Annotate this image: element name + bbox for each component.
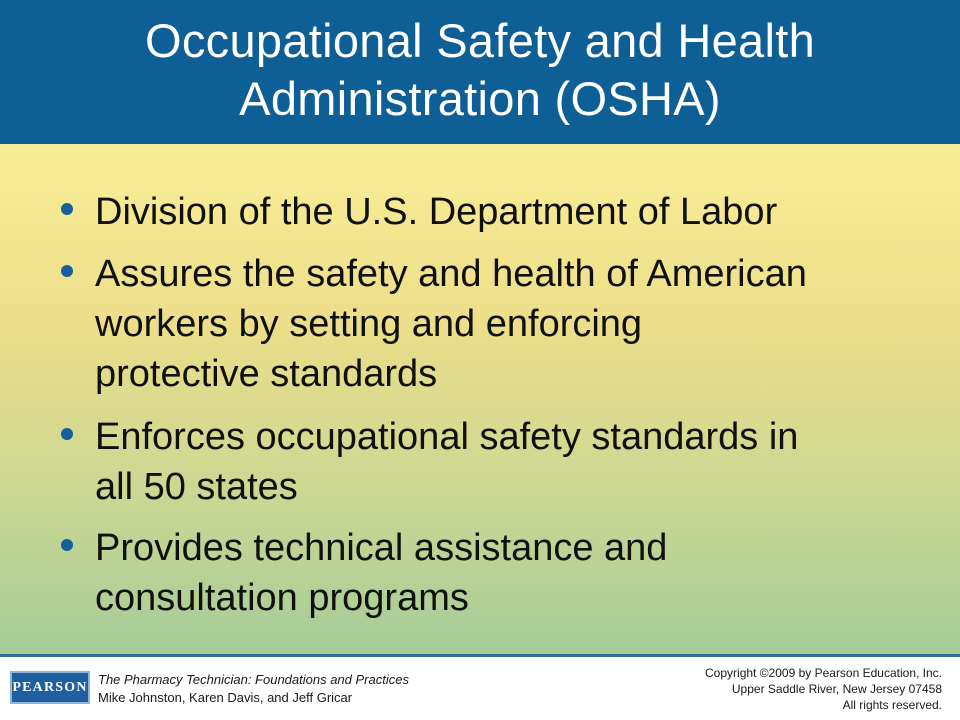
bullet-line: Division of the U.S. Department of Labor <box>95 191 778 233</box>
bullet-line: Assures the safety and health of American <box>95 253 807 295</box>
bullet-dot-icon <box>61 428 73 440</box>
bullet-text <box>95 249 915 399</box>
footer <box>0 654 960 720</box>
copyright-line: All rights reserved. <box>842 698 942 712</box>
bullet-line: all 50 states <box>95 466 298 508</box>
slide-title-line-2: Administration (OSHA) <box>239 72 721 125</box>
bullet-line: Enforces occupational safety standards in <box>95 416 799 458</box>
pearson-logo: PEARSON <box>10 671 90 704</box>
copyright-line: Copyright ©2009 by Pearson Education, Inc. <box>705 666 942 680</box>
footer-divider <box>0 654 960 657</box>
bullet-text <box>95 412 915 512</box>
bullet-text <box>95 187 915 237</box>
copyright-line: Upper Saddle River, New Jersey 07458 <box>731 682 942 696</box>
bullet-dot-icon <box>61 539 73 551</box>
title-bar <box>0 0 960 144</box>
slide-body <box>0 144 960 654</box>
bullet-line: protective standards <box>95 353 438 395</box>
book-title: The Pharmacy Technician: Foundations and Practices <box>98 672 409 687</box>
bullet-text <box>95 523 915 623</box>
bullet-line: consultation programs <box>95 577 469 619</box>
bullet-dot-icon <box>61 203 73 215</box>
copyright-notice <box>705 665 942 713</box>
bullet-dot-icon <box>61 265 73 277</box>
slide-title-line-1: Occupational Safety and Health <box>144 14 816 67</box>
slide-title <box>0 12 960 128</box>
book-authors: Mike Johnston, Karen Davis, and Jeff Gricar <box>98 690 353 705</box>
bullet-line: Provides technical assistance and <box>95 527 668 569</box>
bullet-line: workers by setting and enforcing <box>95 303 643 345</box>
